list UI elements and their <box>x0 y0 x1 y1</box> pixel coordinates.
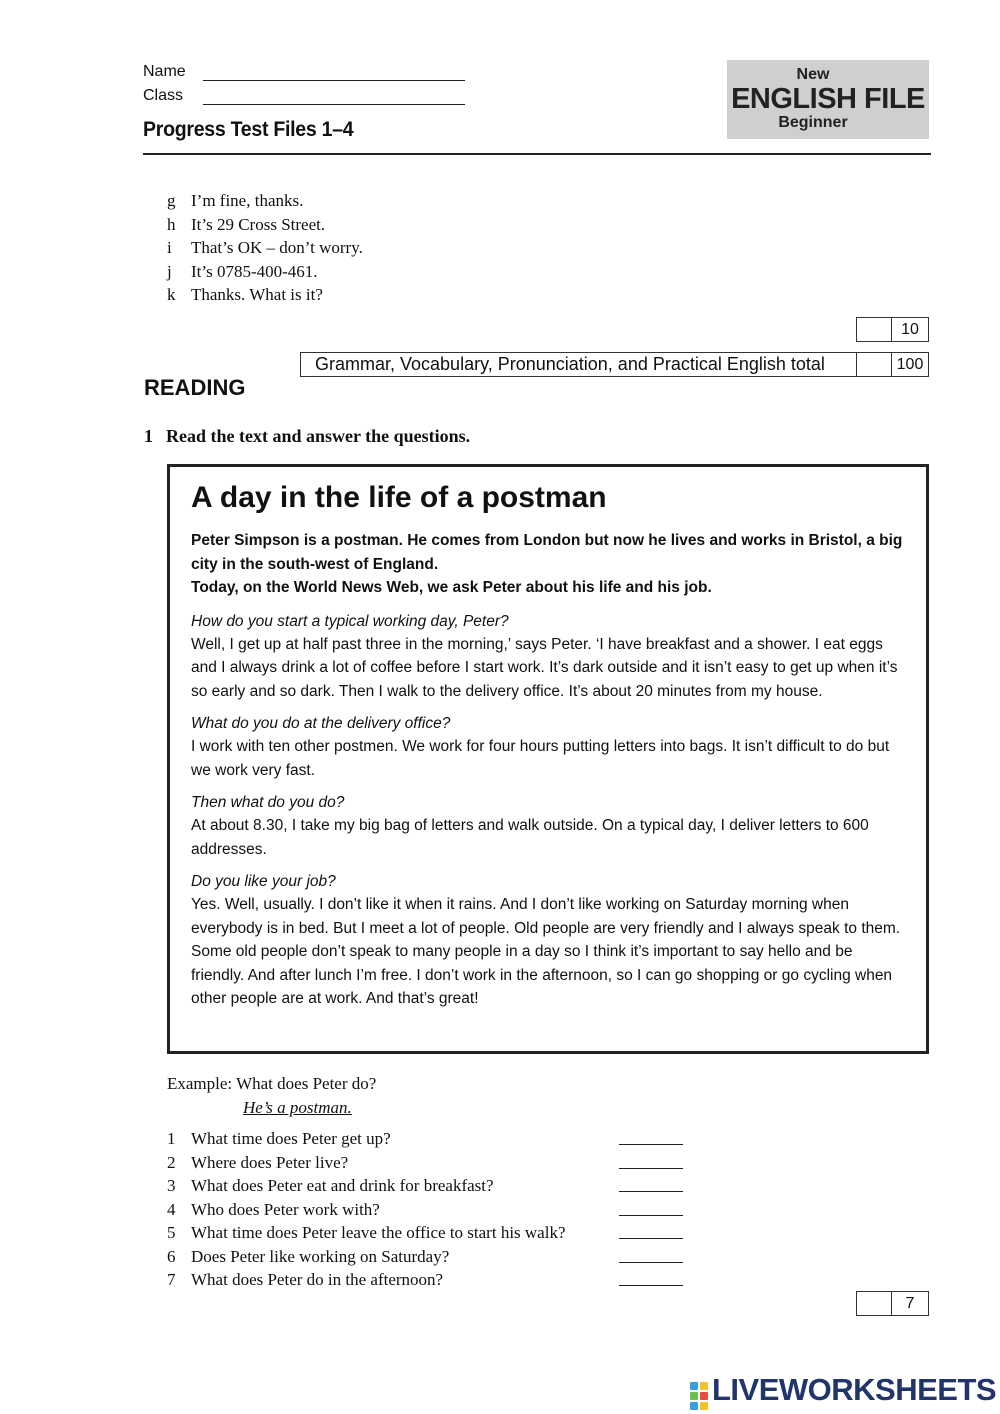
answer-blank[interactable] <box>619 1198 683 1216</box>
header-divider <box>143 153 931 155</box>
reading-heading: READING <box>144 375 246 400</box>
score-input-cell[interactable] <box>857 1292 892 1315</box>
name-field[interactable] <box>203 80 465 81</box>
page-title: Progress Test Files 1–4 <box>143 118 354 141</box>
class-field[interactable] <box>203 104 465 105</box>
liveworksheets-brand <box>690 1372 996 1410</box>
article-title: A day in the life of a postman <box>191 481 607 514</box>
question-row: 7 What does Peter do in the afternoon? <box>167 1268 683 1292</box>
article-box <box>167 464 929 1054</box>
option-item: k Thanks. What is it? <box>167 285 323 304</box>
score-max: 7 <box>905 1295 915 1312</box>
option-item: j It’s 0785-400-461. <box>167 261 318 281</box>
section-score-box <box>856 317 929 342</box>
answer-blank[interactable] <box>619 1151 683 1169</box>
english-file-logo <box>727 60 929 139</box>
reading-score-box <box>856 1291 929 1316</box>
interview-answer: I work with ten other postmen. We work for four hours putting letters into bags. It isn’t difficult to do but we work very fast. <box>191 738 890 779</box>
example-answer: He’s a postman. <box>243 1098 352 1117</box>
question-row: 6 Does Peter like working on Saturday? <box>167 1245 683 1269</box>
answer-blank[interactable] <box>619 1268 683 1286</box>
score-input-cell[interactable] <box>857 318 892 341</box>
previous-options-list <box>167 189 363 307</box>
liveworksheets-logo-icon <box>690 1382 708 1410</box>
interview-question: Then what do you do? <box>191 794 345 811</box>
logo-english-file: ENGLISH FILE <box>731 83 925 115</box>
interview-question: What do you do at the delivery office? <box>191 715 451 732</box>
reading-instruction: 1 Read the text and answer the questions. <box>144 426 471 446</box>
total-max: 100 <box>896 356 924 373</box>
name-label: Name <box>143 63 186 80</box>
interview-answer: Yes. Well, usually. I don’t like it when it rains. And I don’t like working on Saturday morning when everybody is in bed. But I meet a lot of people. Old people are very friendly and I always speak to them. Some old people don’t speak to many people in a day so I think it’s important to say hello and be friendly. And after lunch I’m free. I don’t work in the afternoon, so I can go shopping or go cycling when other people are at work. And that’s great! <box>191 896 901 1007</box>
option-item: i That’s OK – don’t worry. <box>167 238 363 257</box>
interview-question: Do you like your job? <box>191 873 336 890</box>
logo-new: New <box>796 66 830 83</box>
answer-blank[interactable] <box>619 1127 683 1145</box>
question-row: 3 What does Peter eat and drink for breakfast? <box>167 1174 683 1198</box>
class-label: Class <box>143 87 184 104</box>
interview-answer: At about 8.30, I take my big bag of letters and walk outside. On a typical day, I deliver letters to 600 addresses. <box>191 817 869 858</box>
option-item: h It’s 29 Cross Street. <box>167 214 326 234</box>
question-row: 1 What time does Peter get up? <box>167 1127 683 1151</box>
score-max: 10 <box>901 321 919 338</box>
interview-answer: Well, I get up at half past three in the morning,’ says Peter. ‘I have breakfast and a shower. I eat eggs and I always drink a lot of coffee before I start work. It’s dark outside and it isn’t easy to get up when it’s so early and so dark. Then I walk to the delivery office. It’s about 20 minutes from my house. <box>191 635 898 700</box>
example-question: Example: What does Peter do? <box>167 1074 377 1093</box>
question-row: 4 Who does Peter work with? <box>167 1198 683 1222</box>
total-score-row <box>300 352 929 377</box>
total-label: Grammar, Vocabulary, Pronunciation, and Practical English total <box>301 353 857 376</box>
answer-blank[interactable] <box>619 1221 683 1239</box>
total-input-cell[interactable] <box>857 353 892 376</box>
answer-blank[interactable] <box>619 1174 683 1192</box>
questions-list <box>167 1127 683 1292</box>
question-row: 5 What time does Peter leave the office to start his walk? <box>167 1221 683 1245</box>
question-row: 2 Where does Peter live? <box>167 1151 683 1175</box>
interview-question: How do you start a typical working day, Peter? <box>191 612 509 630</box>
answer-blank[interactable] <box>619 1245 683 1263</box>
option-item: g I’m fine, thanks. <box>167 191 304 210</box>
liveworksheets-wordmark: LIVEWORKSHEETS <box>712 1372 997 1407</box>
article-intro: Peter Simpson is a postman. He comes from London but now he lives and works in Bristol, a big city in the south-west of England. Today, on the World News Web, we ask Peter about his life and his job. <box>191 532 903 596</box>
logo-beginner: Beginner <box>778 114 848 131</box>
